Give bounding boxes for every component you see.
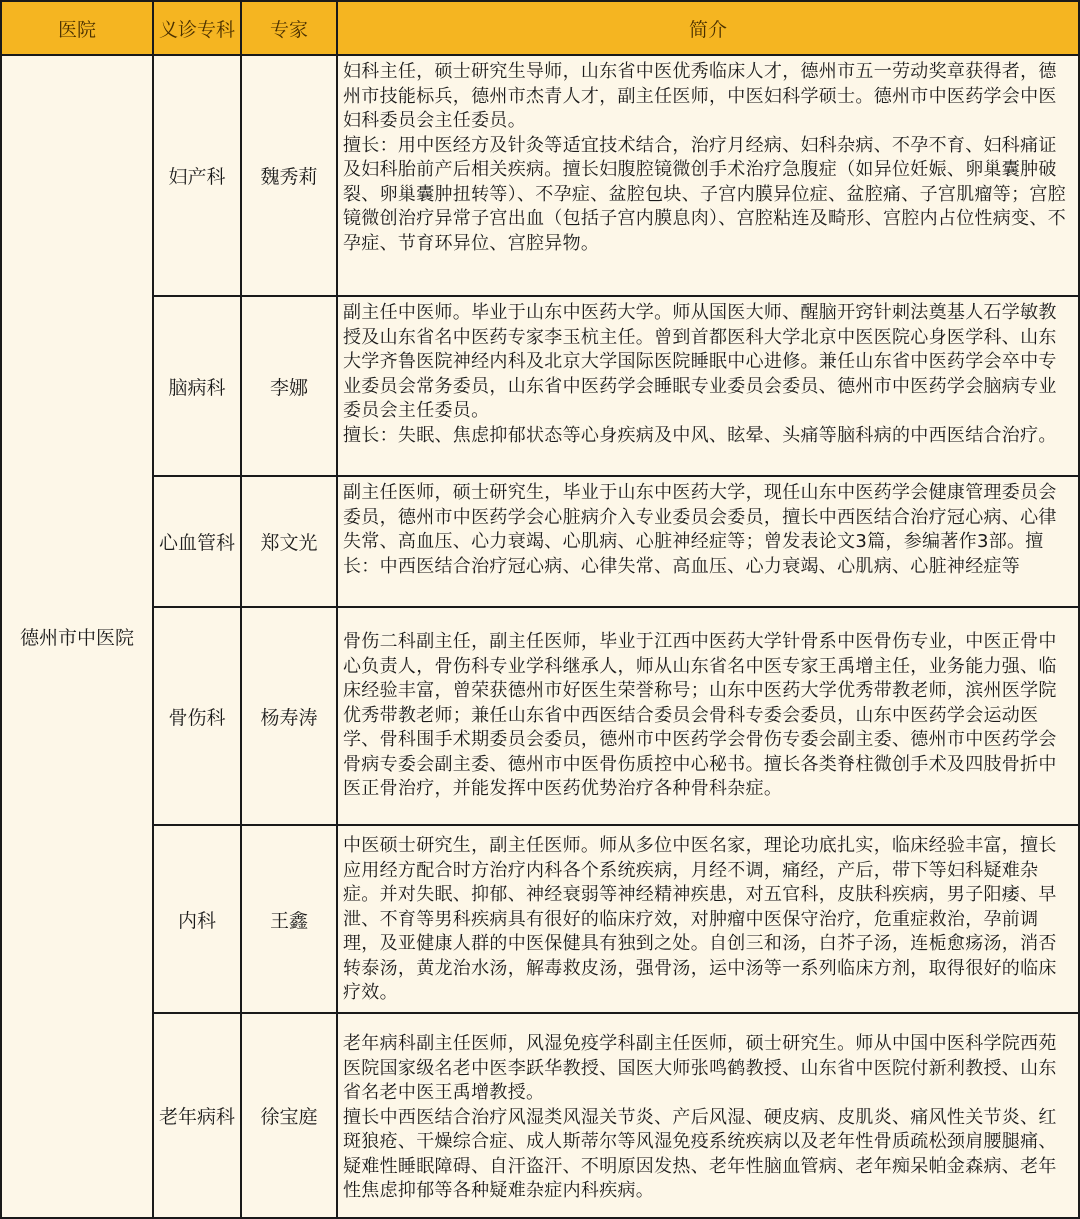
department-cell: 内科 <box>154 826 242 1014</box>
header-intro: 简介 <box>338 2 1078 56</box>
header-hospital: 医院 <box>2 2 154 56</box>
header-expert: 专家 <box>242 2 338 56</box>
intro-paragraph: 擅长：用中医经方及针灸等适宜技术结合，治疗月经病、妇科杂病、不孕不育、妇科痛证及妇科胎前产后相关疾病。擅长妇腹腔镜微创手术治疗急腹症（如异位妊娠、卵巢囊肿破裂、卵巢囊肿扭转等）、不孕症、盆腔包块、子宫内膜异位症、盆腔痛、子宫肌瘤等；宫腔镜微创治疗异常子宫出血（包括子宫内膜息肉）、宫腔粘连及畸形、宫腔内占位性病变、不孕症、节育环异位、宫腔异物。 <box>343 134 1066 254</box>
intro-cell <box>338 608 1078 826</box>
expert-cell: 徐宝庭 <box>242 1014 338 1217</box>
intro-paragraph: 擅长：失眠、焦虑抑郁状态等心身疾病及中风、眩晕、头痛等脑科病的中西医结合治疗。 <box>343 424 1057 446</box>
expert-cell: 李娜 <box>242 297 338 477</box>
intro-paragraph: 副主任中医师。毕业于山东中医药大学。师从国医大师、醒脑开窍针刺法奠基人石学敏教授及山东省名中医药专家李玉杭主任。曾到首都医科大学北京中医医院心身医学科、山东大学齐鲁医院神经内科及北京大学国际医院睡眠中心进修。兼任山东省中医药学会卒中专业委员会常务委员，山东省中医药学会睡眠专业委员会委员、德州市中医药学会脑病专业委员会主任委员。 <box>343 302 1057 421</box>
intro-cell <box>338 477 1078 608</box>
expert-cell: 郑文光 <box>242 477 338 608</box>
intro-paragraph: 中医硕士研究生，副主任医师。师从多位中医名家，理论功底扎实，临床经验丰富，擅长应用经方配合时方治疗内科各个系统疾病，月经不调，痛经，产后，带下等妇科疑难杂症。并对失眠、抑郁、神经衰弱等神经精神疾患，对五官科，皮肤科疾病，男子阳痿、早泄、不育等男科疾病具有很好的临床疗效，对肿瘤中医保守治疗，危重症救治，孕前调理，及亚健康人群的中医保健具有独到之处。自创三和汤，白芥子汤，连栀愈疡汤，消否转泰汤，黄龙治水汤，解毒救皮汤，强骨汤，运中汤等一系列临床方剂，取得很好的临床疗效。 <box>343 835 1057 1003</box>
department-cell: 心血管科 <box>154 477 242 608</box>
header-department: 义诊专科 <box>154 2 242 56</box>
hospital-name: 德州市中医院 <box>2 56 154 1217</box>
intro-paragraph: 妇科主任，硕士研究生导师，山东省中医优秀临床人才，德州市五一劳动奖章获得者，德州市技能标兵，德州市杰青人才，副主任医师，中医妇科学硕士。德州市中医药学会中医妇科委员会主任委员。 <box>343 61 1057 131</box>
intro-cell <box>338 297 1078 477</box>
expert-cell: 杨寿涛 <box>242 608 338 826</box>
department-cell: 骨伤科 <box>154 608 242 826</box>
department-cell: 妇产科 <box>154 56 242 297</box>
intro-paragraph: 老年病科副主任医师，风湿免疫学科副主任医师，硕士研究生。师从中国中医科学院西苑医院国家级名老中医李跃华教授、国医大师张鸣鹤教授、山东省中医院付新利教授、山东省名老中医王禹增教授。 <box>343 1033 1057 1103</box>
intro-cell <box>338 1014 1078 1217</box>
intro-paragraph: 骨伤二科副主任，副主任医师，毕业于江西中医药大学针骨系中医骨伤专业，中医正骨中心负责人，骨伤科专业学科继承人，师从山东省名中医专家王禹增主任，业务能力强、临床经验丰富，曾荣获德州市好医生荣誉称号；山东中医药大学优秀带教老师，滨州医学院优秀带教老师；兼任山东省中西医结合委员会骨科专委会委员，山东中医药学会运动医学、骨科围手术期委员会委员，德州市中医药学会骨伤专委会副主委、德州市中医药学会骨病专委会副主委、德州市中医骨伤质控中心秘书。擅长各类脊柱微创手术及四肢骨折中医正骨治疗，并能发挥中医药优势治疗各种骨科杂症。 <box>343 631 1057 799</box>
expert-cell: 王鑫 <box>242 826 338 1014</box>
expert-cell: 魏秀莉 <box>242 56 338 297</box>
intro-paragraph: 副主任医师，硕士研究生，毕业于山东中医药大学，现任山东中医药学会健康管理委员会委员，德州市中医药学会心脏病介入专业委员会委员，擅长中西医结合治疗冠心病、心律失常、高血压、心力衰竭、心肌病、心脏神经症等；曾发表论文3篇，参编著作3部。擅长：中西医结合治疗冠心病、心律失常、高血压、心力衰竭、心肌病、心脏神经症等 <box>343 482 1057 577</box>
intro-cell <box>338 826 1078 1014</box>
intro-cell <box>338 56 1078 297</box>
intro-paragraph: 擅长中西医结合治疗风湿类风湿关节炎、产后风湿、硬皮病、皮肌炎、痛风性关节炎、红斑狼疮、干燥综合症、成人斯蒂尔等风湿免疫系统疾病以及老年性骨质疏松颈肩腰腿痛、疑难性睡眠障碍、自汗盗汗、不明原因发热、老年性脑血管病、老年痴呆帕金森病、老年性焦虑抑郁等各种疑难杂症内科疾病。 <box>343 1106 1057 1201</box>
department-cell: 老年病科 <box>154 1014 242 1217</box>
department-cell: 脑病科 <box>154 297 242 477</box>
